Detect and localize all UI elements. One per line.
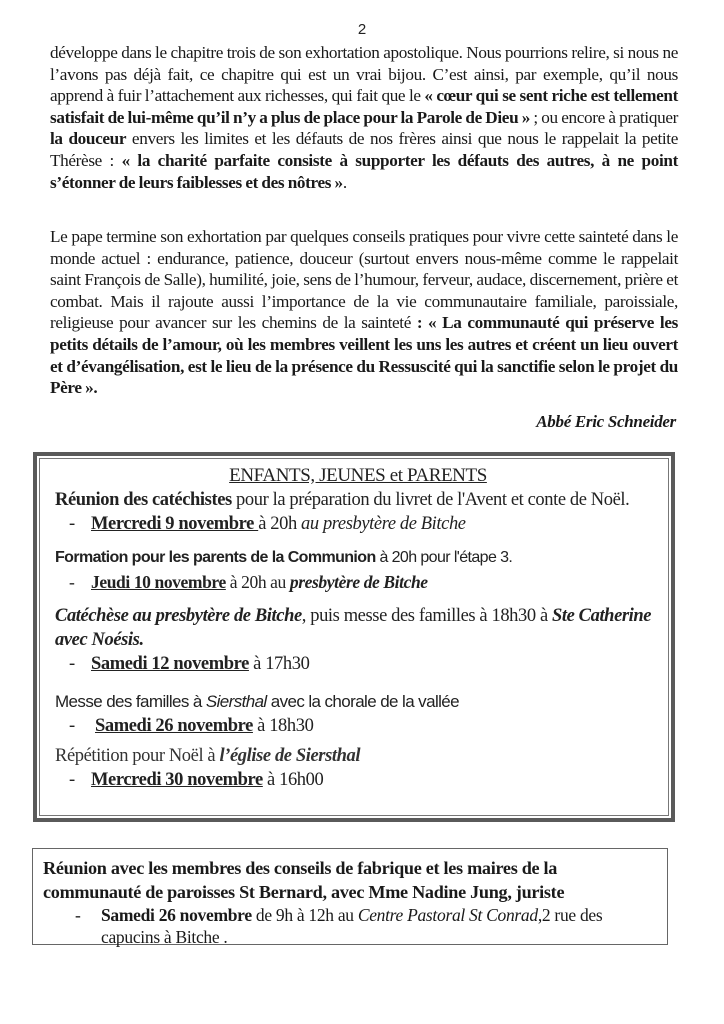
event-family-mass bbox=[55, 690, 661, 738]
bullet-dash: - bbox=[69, 514, 75, 534]
event-place: presbytère de Bitche bbox=[289, 572, 428, 592]
quote-bold: : « La communauté qui préserve les petits détails de l’amour, où les membres veillent les uns les autres et créent un lieu ouvert et d’évangélisation, est le lieu de la présence du Ressuscité qui la sanctifie selon le projet du Père ». bbox=[50, 313, 678, 398]
article-paragraph-2 bbox=[50, 226, 678, 399]
meeting-title: Réunion avec les membres des conseils de fabrique et les maires de la communauté de paroisses St Bernard, avec Mme Nadine Jung, juriste bbox=[43, 858, 565, 902]
quote-bold: « la charité parfaite consiste à supporter les défauts des autres, à ne point s’étonner de leurs faiblesses et des nôtres » bbox=[50, 150, 678, 192]
event-place: l’église de Siersthal bbox=[219, 746, 361, 766]
event-place: Siersthal bbox=[205, 692, 267, 711]
meeting-time: de 9h à 12h au bbox=[251, 905, 358, 925]
event-desc: pour la préparation du livret de l'Avent et conte de Noël. bbox=[231, 490, 630, 510]
event-time: à 17h30 bbox=[248, 654, 310, 674]
event-date: Jeudi 10 novembre bbox=[91, 572, 226, 592]
event-place: Ste Catherine avec Noésis. bbox=[55, 606, 652, 650]
meeting-box-fabric-councils bbox=[32, 848, 668, 945]
bullet-dash: - bbox=[69, 654, 75, 674]
event-title: Formation pour les parents de la Communion bbox=[55, 549, 376, 566]
event-title: Messe des familles à bbox=[55, 692, 206, 711]
text: développe dans le chapitre trois de son exhortation apostolique. Nous pourrions relire, si nous ne l’avons pas déjà fait, ce chapitre qui est un vrai bijou. C’est ainsi, par exemple, qu’il nous apprend à fuir l’attachement aux richesses, qui fait que le bbox=[50, 43, 678, 106]
signature: Abbé Eric Schneider bbox=[536, 412, 676, 431]
page-number: 2 bbox=[357, 21, 367, 38]
events-box-children-youth-parents bbox=[33, 452, 675, 822]
event-time: à 20h bbox=[258, 514, 302, 534]
bullet-dash: - bbox=[75, 905, 81, 925]
event-date: Mercredi 9 novembre bbox=[91, 514, 259, 534]
box-title: ENFANTS, JEUNES et PARENTS bbox=[229, 465, 487, 486]
event-time: à 16h00 bbox=[262, 770, 324, 790]
emphasis-bold: la douceur bbox=[50, 129, 127, 149]
event-desc: avec la chorale de la vallée bbox=[266, 692, 460, 711]
text: Le pape termine son exhortation par quelques conseils pratiques pour vivre cette sainteté dans le monde actuel : endurance, patience, douceur (surtout envers nous-même comme le rappelait saint François de Salle), humilité, joie, sens de l’humour, ferveur, audace, discernement, prière et combat. Mais il rajoute aussi l’importance de la vie communautaire familiale, paroissiale, religieuse pour avancer sur les chemins de la sainteté bbox=[50, 227, 678, 333]
event-date: Samedi 26 novembre bbox=[95, 716, 253, 736]
article-paragraph-1 bbox=[50, 42, 678, 193]
event-date: Samedi 12 novembre bbox=[91, 654, 249, 674]
event-christmas-rehearsal bbox=[55, 744, 661, 792]
event-time: à 18h30 bbox=[252, 716, 314, 736]
meeting-date: Samedi 26 novembre bbox=[101, 905, 252, 925]
bullet-dash: - bbox=[69, 716, 75, 736]
event-date: Mercredi 30 novembre bbox=[91, 770, 263, 790]
meeting-place: Centre Pastoral St Conrad bbox=[357, 905, 538, 925]
event-title: Réunion des catéchistes bbox=[55, 490, 232, 510]
quote-bold: « cœur qui se sent riche est tellement satisfait de lui-même qu’il n’y a plus de place pour la Parole de Dieu » bbox=[50, 86, 678, 127]
event-place: au presbytère de Bitche bbox=[301, 514, 466, 534]
event-catechists bbox=[55, 488, 661, 536]
event-catechesis bbox=[55, 604, 661, 676]
event-title: Catéchèse au presbytère de Bitche bbox=[55, 606, 302, 626]
event-title: Répétition pour Noël à bbox=[55, 746, 220, 766]
text: ; ou encore à pratiquer bbox=[529, 107, 678, 127]
event-parents-formation bbox=[55, 546, 661, 570]
bullet-dash: - bbox=[69, 572, 75, 592]
event-desc: , puis messe des familles à 18h30 à bbox=[301, 606, 552, 626]
text: . bbox=[342, 172, 347, 192]
event-time: à 20h au bbox=[225, 572, 290, 592]
text: envers les limites et les défauts de nos frères ainsi que nous le rappelait la petite Thérèse : bbox=[50, 129, 678, 170]
event-desc: à 20h pour l'étape 3. bbox=[375, 549, 513, 566]
bullet-dash: - bbox=[69, 770, 75, 790]
meeting-address: ,2 rue des capucins à Bitche . bbox=[101, 905, 603, 947]
